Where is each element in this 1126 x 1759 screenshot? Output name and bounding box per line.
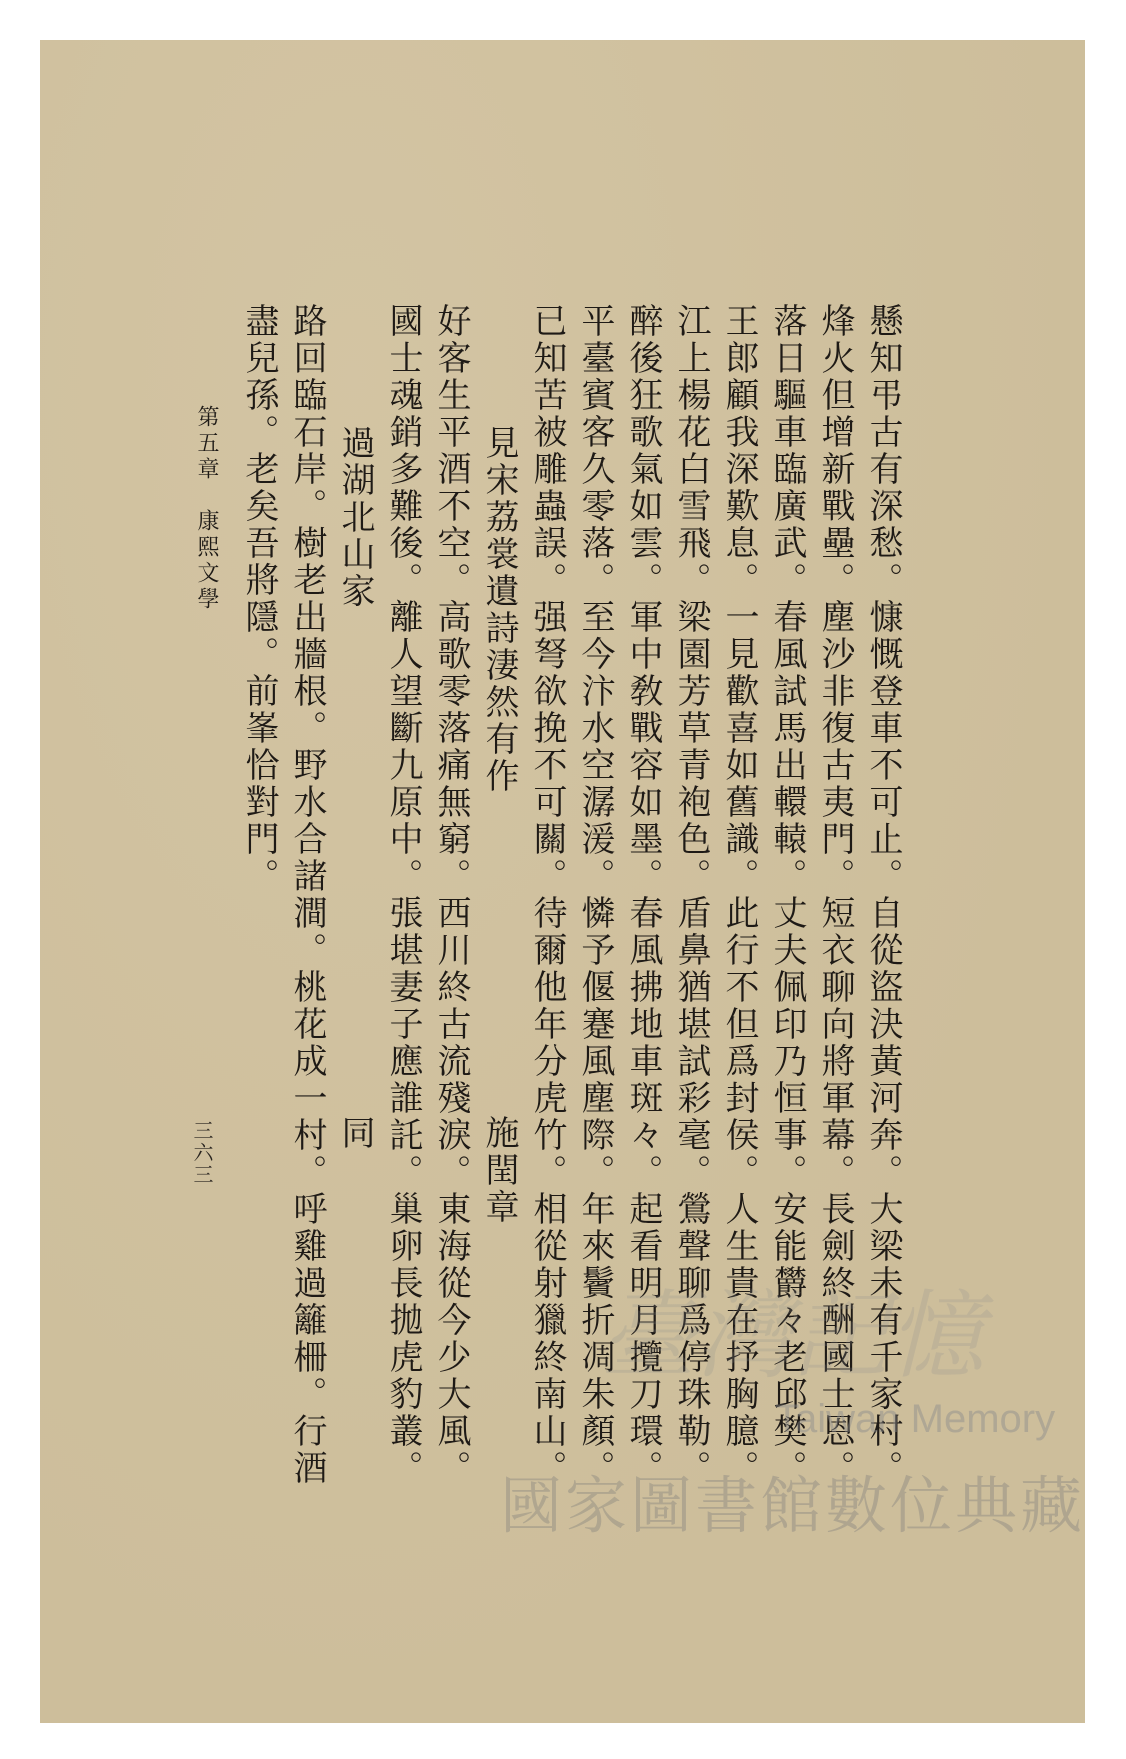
page-number: 三六三	[190, 1120, 214, 1186]
text-column-10: 好客生平酒不空。高歌零落痛無窮。西川終古流殘淚。東海從今少大風。	[431, 303, 471, 1487]
text-column-14: 盡兒孫。老矣吾將隱。前峯恰對門。	[239, 303, 279, 895]
text-column-13: 路回臨石岸。樹老出牆根。野水合諸澗。桃花成一村。呼雞過籬柵。行酒	[287, 303, 327, 1487]
watermark-script: 臺灣記憶	[600, 1280, 984, 1392]
watermark-english: Taiwan Memory	[775, 1397, 1056, 1441]
watermark-chinese: 國家圖書館數位典藏	[500, 1469, 1086, 1542]
text-column-2: 烽火但增新戰壘。塵沙非復古夷門。短衣聊向將軍幕。長劍終酬國士恩。	[815, 303, 855, 1487]
poem-title-1: 見宋荔裳遺詩淒然有作	[479, 425, 519, 795]
poem-author-2: 同	[335, 1115, 375, 1152]
text-column-1: 懸知弔古有深愁。慷慨登車不可止。自從盜決黃河奔。大梁未有千家村。	[863, 303, 903, 1487]
text-column-3: 落日驅車臨廣武。春風試馬出轘轅。丈夫佩印乃恒事。安能欝々老邱樊。	[767, 303, 807, 1487]
text-column-11: 國士魂銷多難後。離人望斷九原中。張堪妻子應誰託。巢卵長拋虎豹叢。	[383, 303, 423, 1487]
text-column-5: 江上楊花白雪飛。梁園芳草青袍色。盾鼻猶堪試彩毫。鶯聲聊爲停珠勒。	[671, 303, 711, 1487]
poem-author-1: 施閏章	[479, 1115, 519, 1226]
running-header: 第五章 康熙文學	[194, 405, 219, 613]
poem-title-2: 過湖北山家	[335, 425, 375, 610]
text-column-8: 已知苦被雕蟲誤。强弩欲挽不可關。待爾他年分虎竹。相從射獵終南山。	[527, 303, 567, 1487]
text-column-6: 醉後狂歌氣如雲。軍中敎戰容如墨。春風拂地車斑々。起看明月攬刀環。	[623, 303, 663, 1487]
text-column-7: 平臺賓客久零落。至今汴水空潺湲。憐予偃蹇風塵際。年來鬢折凋朱顏。	[575, 303, 615, 1487]
text-column-4: 王郎顧我深歎息。一見歡喜如舊識。此行不但爲封侯。人生貴在抒胸臆。	[719, 303, 759, 1487]
